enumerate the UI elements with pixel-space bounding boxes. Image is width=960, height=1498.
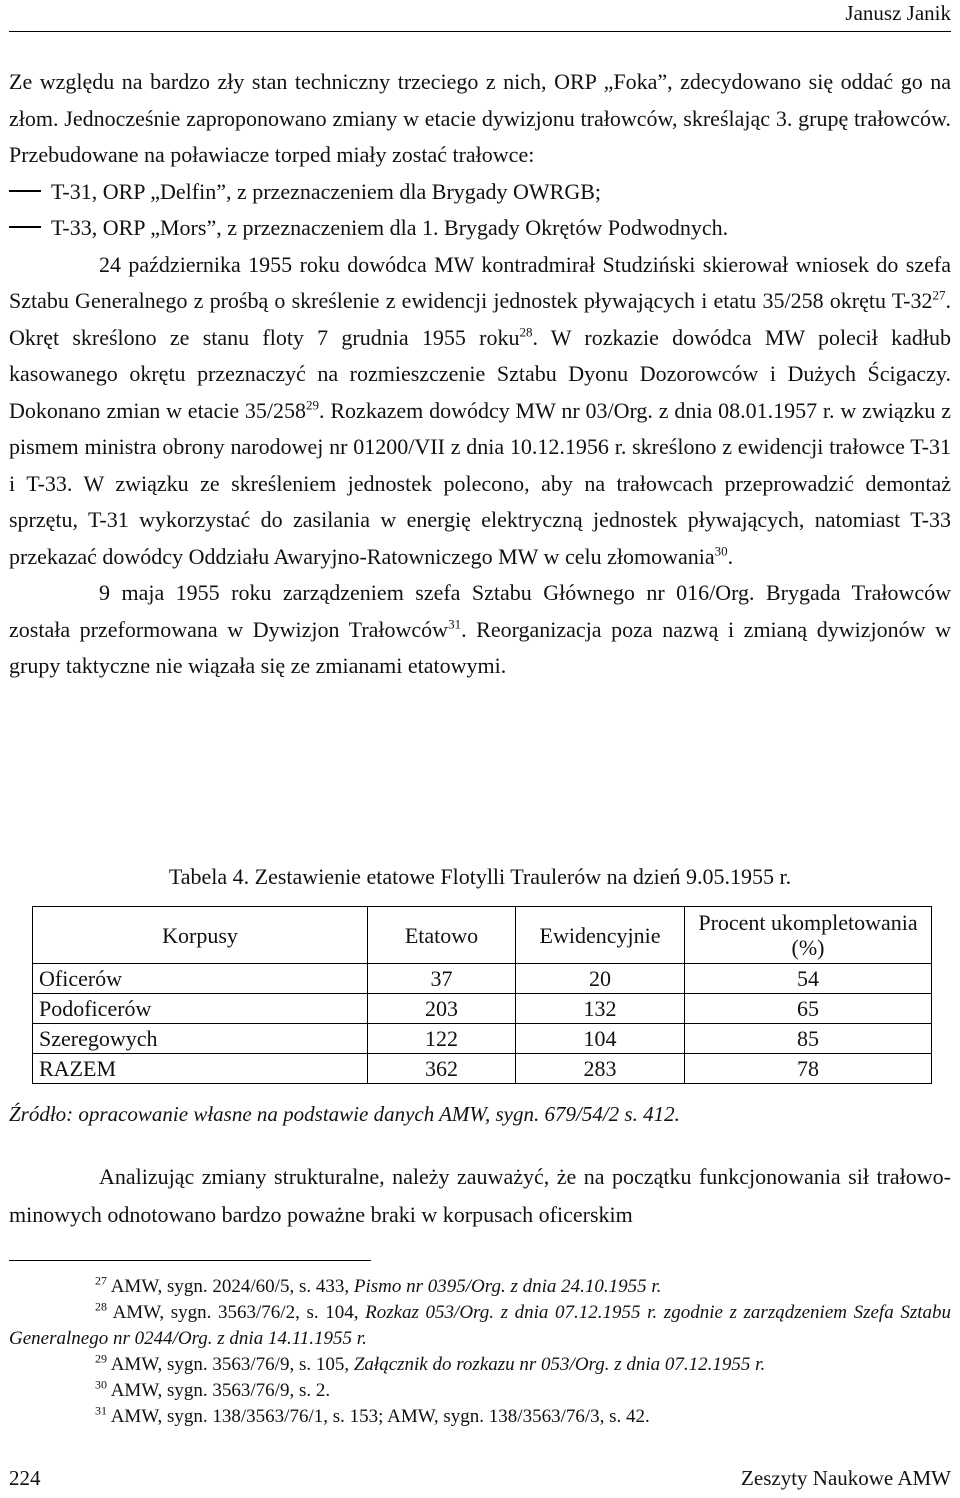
paragraph-2-text-5: . [727,543,734,569]
cell-korpus: Podoficerów [33,994,368,1024]
footnote-text: AMW, sygn. 138/3563/76/1, s. 153; AMW, sygn. 138/3563/76/3, s. 42. [110,1406,650,1427]
table-source-note: Źródło: opracowanie własne na podstawie danych AMW, sygn. 679/54/2 s. 412. [9,1102,680,1126]
header-rule [9,31,951,32]
page-number: 224 [9,1466,41,1490]
footnote-number: 27 [95,1273,107,1288]
paragraph-3-text-2: . Reorganizacja poza nazwą i zmianą dywizjonów w grupy taktyczne nie wiązała się ze zmianami etatowymi. [9,616,951,678]
cell-procent: 85 [685,1024,932,1054]
staffing-table [32,906,932,1084]
paragraph-3 [9,575,951,685]
footnote-italic-text: Załącznik do rozkazu nr 053/Org. z dnia 07.12.1955 r. [353,1354,766,1375]
list-item-text: T-33, ORP „Mors”, z przeznaczeniem dla 1. Brygady Okrętów Podwodnych. [51,215,729,240]
table-header-row [33,907,932,964]
paragraph-2-text-1: 24 października 1955 roku dowódca MW kontradmirał Studziński skierował wniosek do szefa Sztabu Generalnego z prośbą o skreślenie z ewidencji jednostek pływających i etatu 35/258 okrętu T-32 [9,251,951,313]
cell-ewidencyjnie: 20 [516,964,685,994]
paragraph-1: Ze względu na bardzo zły stan techniczny trzeciego z nich, ORP „Foka”, zdecydowano się oddać go na złom. Jednocześnie zaproponowano zmiany w etacie dywizjonu trałowców, skreślając 3. grupę trałowców. Przebudowane na poławiacze torped miały zostać trałowce: [9,69,951,167]
footnote-italic-text: Rozkaz 053/Org. z dnia 07.12.1955 r. zgodnie z zarządzeniem Szefa Sztabu Generalnego nr 0244/Org. z dnia 14.11.1955 r. [9,1302,952,1349]
footnote [9,1274,951,1300]
footnote-italic-text: Pismo nr 0395/Org. z dnia 24.10.1955 r. [353,1276,662,1297]
footnote [9,1300,951,1352]
column-header-ewidencyjnie: Ewidencyjnie [516,907,685,964]
footnote-text: AMW, sygn. 2024/60/5, s. 433, [110,1276,354,1297]
footnote-text: AMW, sygn. 3563/76/2, s. 104, [112,1302,366,1323]
footnotes [9,1274,951,1430]
paragraph-3-text-1: 9 maja 1955 roku zarządzeniem szefa Sztabu Głównego nr 016/Org. Brygada Trałowców została przeformowana w Dywizjon Trałowców [9,580,951,642]
paragraph-2-text-4: . Rozkazem dowódcy MW nr 03/Org. z dnia 08.01.1957 r. w związku z pismem ministra obrony narodowej nr 01200/VII z dnia 10.12.1956 r. skreślono z ewidencji trałowce T-31 i T-33. W związku ze skreśleniem jednostek polecono, aby na trałowcach przeprowadzić demontaż sprzętu, T-31 wykorzystać do zasilania w energię elektryczną jednostek pływających, natomiast T-33 przekazać dowódcy Oddziału Awaryjno-Ratowniczego MW w celu złomowania [9,397,951,569]
cell-etatowo: 37 [368,964,516,994]
footnote-ref-28[interactable]: 28 [519,324,533,340]
footnote-number: 30 [95,1377,107,1392]
footnote [9,1378,951,1404]
document-page [9,0,951,1498]
table-row-total [33,1054,932,1084]
footnote-rule [9,1260,371,1261]
cell-procent: 65 [685,994,932,1024]
cell-etatowo: 203 [368,994,516,1024]
footnote [9,1352,951,1378]
cell-ewidencyjnie: 132 [516,994,685,1024]
footnote-number: 28 [95,1299,107,1314]
footnote-ref-29[interactable]: 29 [306,397,320,413]
list-item [9,210,951,247]
table-row [33,994,932,1024]
cell-ewidencyjnie: 283 [516,1054,685,1084]
footnote [9,1404,951,1430]
body-text-continued [9,1158,951,1234]
paragraph-4: Analizując zmiany strukturalne, należy zauważyć, że na początku funkcjonowania sił trałowo-minowych odnotowano bardzo poważne braki w korpusach oficerskim [9,1164,951,1227]
table-row [33,964,932,994]
column-header-procent: Procent ukompletowania (%) [685,907,932,964]
table-caption: Tabela 4. Zestawienie etatowe Flotylli Traulerów na dzień 9.05.1955 r. [168,864,792,889]
cell-etatowo: 362 [368,1054,516,1084]
cell-procent: 78 [685,1054,932,1084]
paragraph-2-text-2: . Okręt skreślono ze stanu floty 7 grudnia 1955 roku [9,288,951,350]
cell-korpus: Oficerów [33,964,368,994]
body-text [9,64,951,685]
paragraph-2 [9,247,951,576]
column-header-korpusy: Korpusy [33,907,368,964]
paragraph-2-text-3: . W rozkazie dowódca MW polecił kadłub kasowanego okrętu przeznaczyć na rozmieszczenie Sztabu Dyonu Dozorowców i Dużych Ścigaczy. Dokonano zmian w etacie 35/258 [9,324,951,423]
column-header-etatowo: Etatowo [368,907,516,964]
cell-procent: 54 [685,964,932,994]
cell-korpus: RAZEM [33,1054,368,1084]
footnote-ref-30[interactable]: 30 [714,543,728,559]
cell-etatowo: 122 [368,1024,516,1054]
footnote-number: 31 [95,1403,107,1418]
list-item [9,174,951,211]
footnote-ref-31[interactable]: 31 [448,616,462,632]
footnote-ref-27[interactable]: 27 [932,287,946,303]
cell-ewidencyjnie: 104 [516,1024,685,1054]
footnote-number: 29 [95,1351,107,1366]
journal-name: Zeszyty Naukowe AMW [741,1466,951,1490]
table-row [33,1024,932,1054]
list-item-text: T-31, ORP „Delfin”, z przeznaczeniem dla Brygady OWRGB; [51,178,602,204]
dash-bullet [9,190,41,192]
running-header-author: Janusz Janik [845,1,951,25]
footnote-text: AMW, sygn. 3563/76/9, s. 105, [110,1354,354,1375]
dash-bullet [9,226,41,228]
cell-korpus: Szeregowych [33,1024,368,1054]
footnote-text: AMW, sygn. 3563/76/9, s. 2. [110,1380,331,1401]
